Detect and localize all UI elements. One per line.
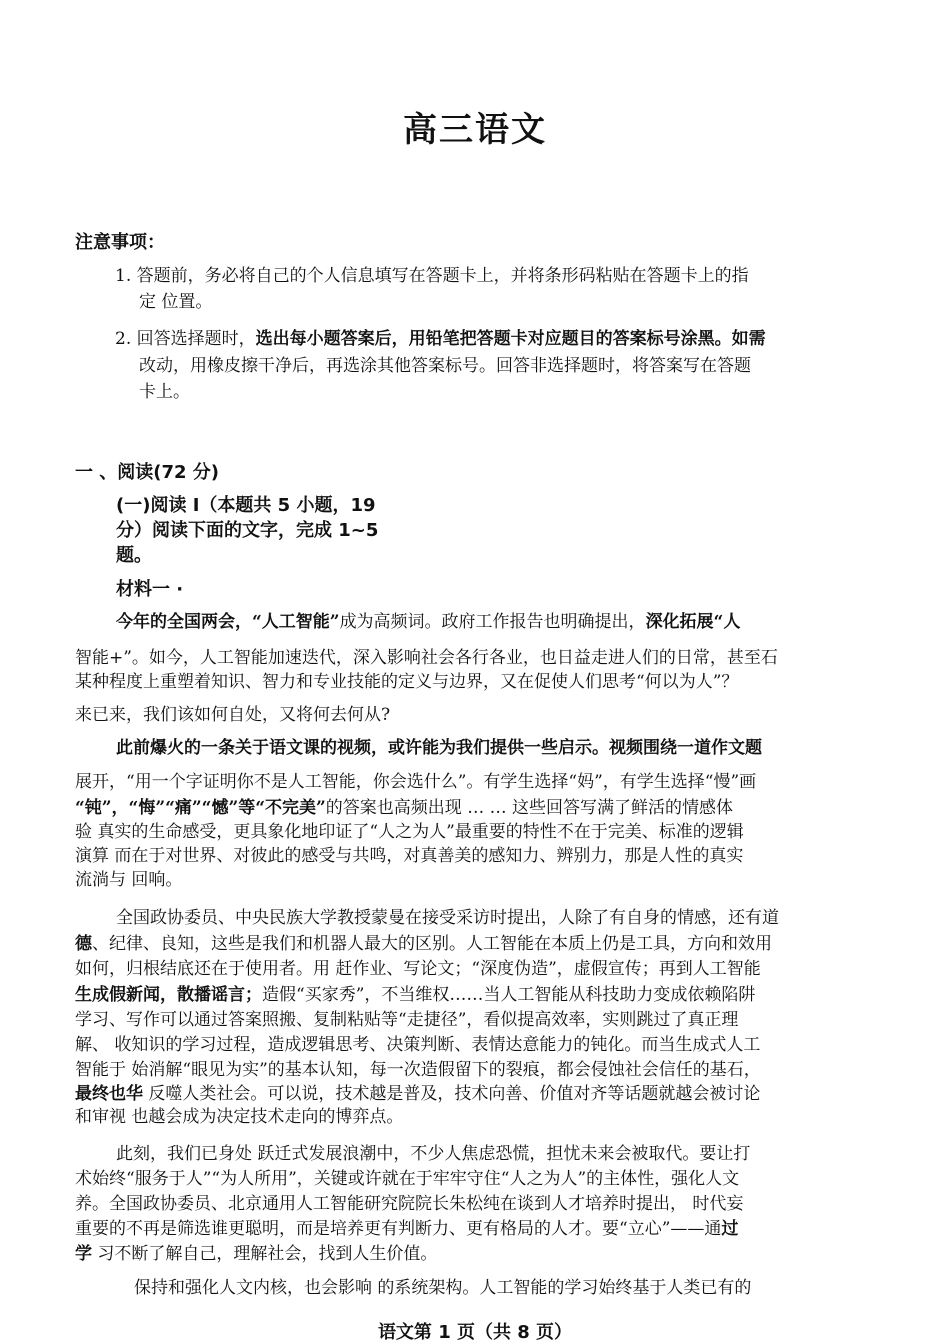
section-heading: 一 、阅读(72 分)	[75, 462, 220, 483]
p3-text-2: 造假“买家秀”，不当维权……当人工智能从科技助力变成依赖陷阱	[262, 985, 756, 1005]
p1-bold-2: 深化拓展“人	[645, 612, 741, 632]
p1-line-3: 某种程度上重塑着知识、智力和专业技能的定义与边界，又在促使人们思考“何以为人”？	[75, 672, 739, 692]
subsection-line-2: 分）阅读下面的文字，完成 1~5	[116, 520, 379, 541]
notice-item-1-line-1: 1. 答题前，务必将自己的个人信息填写在答题卡上，并将条形码粘贴在答题卡上的指	[115, 266, 749, 286]
p4-line-4	[75, 1217, 738, 1241]
p4-bold-end: 过	[721, 1219, 739, 1239]
notice-item-2-prefix: 2. 回答选择题时，	[115, 329, 256, 349]
p3-line-9: 和审视 也越会成为决定技术走向的博弈点。	[75, 1107, 404, 1127]
p3-bold-1: 德	[75, 934, 92, 954]
p4-bold-1: 学	[75, 1244, 92, 1264]
p3-text-1: 、纪律、良知，这些是我们和机器人最大的区别。人工智能在本质上仍是工具，方向和效用	[92, 934, 772, 954]
p4-text-4: 重要的不再是筛选谁更聪明，而是培养更有判断力、更有格局的人才。要“立心”——通	[75, 1219, 722, 1239]
p4-line-1: 此刻，我们已身处 跃迁式发展浪潮中，不少人焦虑恐慌，担忧未来会被取代。要让打	[116, 1144, 751, 1164]
p3-line-1: 全国政协委员、中央民族大学教授蒙曼在接受采访时提出，人除了有自身的情感，还有道	[116, 908, 779, 928]
p5-line-1: 保持和强化人文内核，也会影响 的系统架构。人工智能的学习始终基于人类已有的	[134, 1278, 752, 1298]
page-footer: 语文第 1 页（共 8 页）	[377, 1322, 573, 1343]
notice-item-2-line-2: 改动，用橡皮擦干净后，再选涂其他答案标号。回答非选择题时，将答案写在答题	[139, 356, 751, 376]
p4-line-2: 术始终“服务于人”“为人所用”，关键或许就在于牢牢守住“人之为人”的主体性，强化人文	[75, 1169, 740, 1189]
material-label: 材料一 ·	[116, 579, 184, 600]
page-title: 高三语文	[403, 110, 547, 150]
notice-item-2-line-3: 卡上。	[139, 382, 190, 402]
p2-line-2: 展开，“用一个字证明你不是人工智能，你会选什么”。有学生选择“妈”，有学生选择“慢”画	[75, 772, 757, 792]
p3-line-7: 智能于 始消解“眼见为实”的基本认知，每一次造假留下的裂痕，都会侵蚀社会信任的基石，	[75, 1060, 761, 1080]
p3-line-8	[75, 1082, 760, 1106]
p2-line-6: 流淌与 回响。	[75, 870, 183, 890]
p3-bold-3: 最终也华	[75, 1084, 143, 1104]
p2-line-4: 验 真实的生命感受，更具象化地印证了“人之为人”最重要的特性不在于完美、标准的逻辑	[75, 822, 744, 842]
p1-line-2: 智能+”。如今，人工智能加速迭代，深入影响社会各行各业，也日益走进人们的日常，甚至石	[75, 648, 778, 668]
p3-line-6: 解、 收知识的学习过程，造成逻辑思考、决策判断、表情达意能力的钝化。而当生成式人工	[75, 1035, 761, 1055]
subsection-line-3: 题。	[116, 545, 152, 566]
p1-line-4: 来已来，我们该如何自处，又将何去何从?	[75, 705, 391, 725]
notice-heading: 注意事项：	[75, 232, 165, 253]
subsection-line-1: (一)阅读 I（本题共 5 小题，19	[116, 495, 376, 516]
p2-line-5: 演算 而在于对世界、对彼此的感受与共鸣，对真善美的感知力、辨别力，那是人性的真实	[75, 846, 744, 866]
p3-line-2	[75, 932, 772, 956]
p1-line-1	[116, 610, 740, 634]
p1-bold-1: 今年的全国两会，“人工智能”	[116, 612, 340, 632]
p2-line-1: 此前爆火的一条关于语文课的视频，或许能为我们提供一些启示。视频围绕一道作文题	[116, 738, 762, 758]
p4-text-5: 习不断了解自己，理解社会，找到人生价值。	[92, 1244, 438, 1264]
p4-line-5	[75, 1242, 437, 1266]
notice-item-2-line-1	[115, 327, 766, 351]
p1-text-1: 成为高频词。政府工作报告也明确提出，	[339, 612, 646, 632]
p3-line-3: 如何，归根结底还在于使用者。用 赶作业、写论文；“深度伪造”，虚假宣传；再到人工智能	[75, 959, 761, 979]
p2-bold-1: “钝”，“悔”“痛”“憾”等“不完美”	[75, 798, 326, 818]
p4-line-3: 养。全国政协委员、北京通用人工智能研究院院长朱松纯在谈到人才培养时提出， 时代妄	[75, 1194, 744, 1214]
p3-text-3: 反噬人类社会。可以说，技术越是普及，技术向善、价值对齐等话题就越会被讨论	[143, 1084, 761, 1104]
p3-line-5: 学习、写作可以通过答案照搬、复制粘贴等“走捷径”，看似提高效率，实则跳过了真正理	[75, 1010, 739, 1030]
p3-bold-2: 生成假新闻，散播谣言；	[75, 985, 262, 1005]
notice-item-2-bold: 选出每小题答案后，用铅笔把答题卡对应题目的答案标号涂黑。如需	[255, 329, 766, 349]
notice-item-1-line-2: 定 位置。	[139, 292, 213, 312]
p2-line-3	[75, 796, 733, 820]
p2-text-1: 的答案也高频出现 … … 这些回答写满了鲜活的情感体	[325, 798, 734, 818]
p3-line-4	[75, 983, 755, 1007]
